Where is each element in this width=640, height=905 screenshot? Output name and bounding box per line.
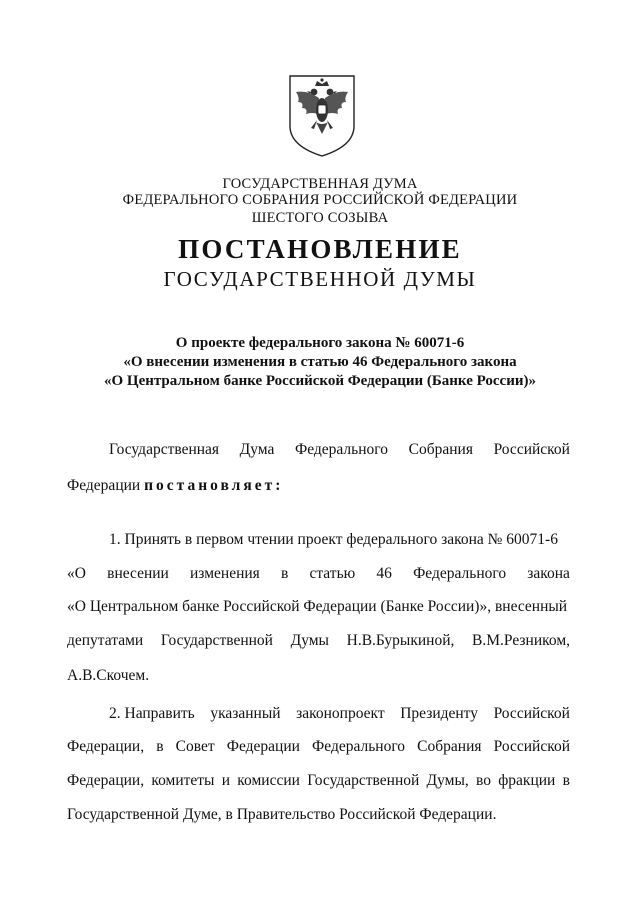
item1-line-2 (67, 564, 570, 584)
item2-word: законопроект (296, 705, 385, 722)
item2-word: и (221, 772, 231, 789)
header-line-assembly: ФЕДЕРАЛЬНОГО СОБРАНИЯ РОССИЙСКОЙ ФЕДЕРАЦИИ (122, 192, 518, 208)
item2-word: фракции (498, 772, 556, 789)
preamble-word: Российской (493, 441, 570, 458)
item1-word: Государственной (160, 632, 273, 649)
item1-word: В.М.Резником, (472, 632, 570, 649)
item2-word: Российской (493, 705, 570, 722)
item2-word: Думы, (426, 772, 469, 789)
item2-word: Президенту (400, 705, 478, 722)
preamble-word: Государственная (109, 441, 220, 458)
preamble-line-2 (67, 476, 570, 496)
item1-word: изменения (190, 565, 260, 582)
preamble-word: Федерального (294, 441, 389, 458)
item2-word: Федерации (226, 738, 300, 755)
item1-word: 46 (376, 565, 392, 582)
item2-line-3 (67, 771, 570, 791)
item1-word: в (280, 565, 289, 582)
document-subtitle: ГОСУДАРСТВЕННОЙ ДУМЫ (163, 267, 477, 291)
item2-word: во (476, 772, 491, 789)
subject-line-1: О проекте федерального закона № 60071-6 (175, 335, 465, 351)
item2-word: указанный (210, 705, 281, 722)
preamble-federation: Федерации (67, 477, 141, 494)
item2-word: Государственной (307, 772, 420, 789)
item2-word: в (156, 738, 164, 755)
item2-line-1 (67, 704, 570, 724)
preamble-word: Дума (239, 441, 275, 458)
coat-of-arms-icon (286, 74, 358, 158)
item1-line-1: 1. Принять в первом чтении проект федерального закона № 60071-6 (109, 531, 558, 548)
subject-line-3: «О Центральном банке Российской Федерации (Банке России)» (103, 373, 536, 389)
item2-line-2 (67, 737, 570, 757)
item2-word: Федерации, (67, 772, 145, 789)
item2-word: 2. Направить (109, 705, 195, 722)
subject-line-2: «О внесении изменения в статью 46 Федерального закона (123, 354, 517, 370)
item2-word: Собрания (417, 738, 482, 755)
item1-word: депутатами (67, 632, 144, 649)
item1-word: «О (67, 565, 86, 582)
item1-word: Федерального (413, 565, 507, 582)
item2-line-4: Государственной Думе, в Правительство Российской Федерации. (67, 806, 497, 823)
preamble-resolves: постановляет: (144, 477, 284, 494)
document-title: ПОСТАНОВЛЕНИЕ (178, 234, 462, 264)
item1-line-3: «О Центральном банке Российской Федерации (Банке России)», внесенный (67, 598, 568, 615)
item2-word: в (562, 772, 570, 789)
item1-word: Н.В.Бурыкиной, (346, 632, 455, 649)
header-line-duma: ГОСУДАРСТВЕННАЯ ДУМА (222, 176, 418, 192)
item2-word: Федерального (312, 738, 406, 755)
preamble-word: Собрания (408, 441, 473, 458)
document-subject (0, 334, 640, 391)
item1-line-5: А.В.Скочем. (67, 667, 150, 684)
item1-word: Думы (290, 632, 329, 649)
header-line-convocation: ШЕСТОГО СОЗЫВА (251, 210, 389, 226)
preamble-line-1 (67, 440, 570, 460)
item2-word: комиссии (237, 772, 300, 789)
item1-word: статью (309, 565, 356, 582)
item1-word: внесении (107, 565, 169, 582)
item2-word: Совет (175, 738, 215, 755)
item2-word: Российской (493, 738, 570, 755)
item1-line-4 (67, 631, 570, 651)
item2-word: Федерации, (67, 738, 145, 755)
item1-word: закона (527, 565, 570, 582)
item2-word: комитеты (151, 772, 215, 789)
